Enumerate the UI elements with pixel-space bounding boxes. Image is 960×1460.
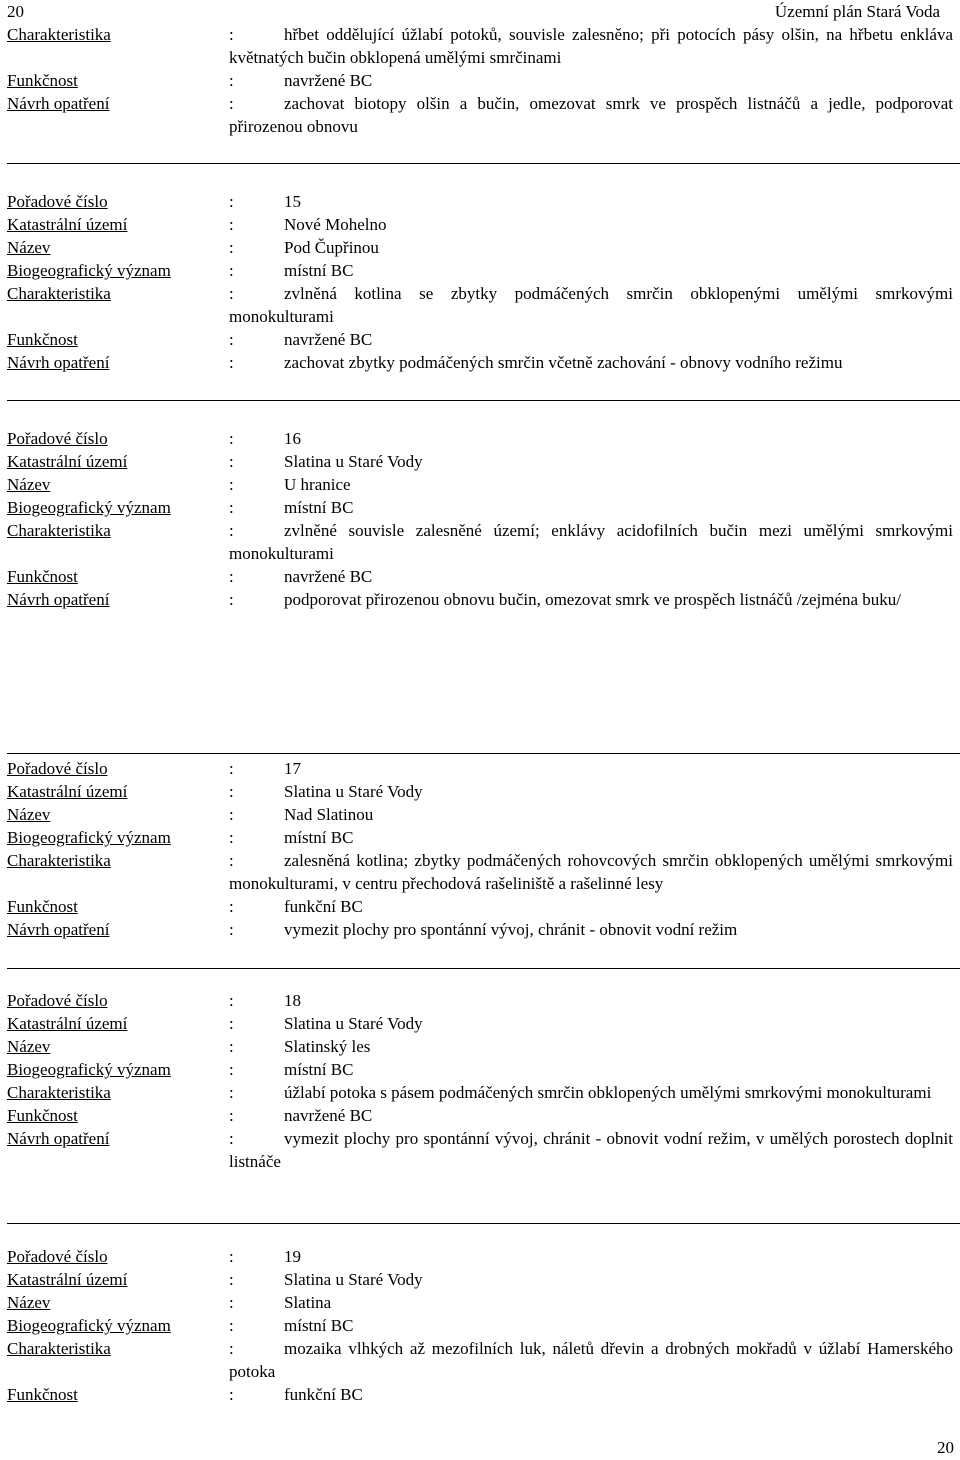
row-nazev: Název : Pod Čupřinou <box>7 238 379 257</box>
value-biogeograficky-vyznam: místní BC <box>284 828 354 847</box>
value-funkcnost: navržené BC <box>284 567 373 586</box>
row-poradove-cislo: Pořadové číslo : 18 <box>7 991 301 1010</box>
row-biogeograficky-vyznam: Biogeografický význam : místní BC <box>7 1316 354 1335</box>
entry-15 <box>7 190 953 374</box>
entry-18 <box>7 989 953 1173</box>
label-funkcnost: Funkčnost <box>7 1385 78 1404</box>
label-poradove-cislo: Pořadové číslo <box>7 991 108 1010</box>
value-poradove-cislo: 18 <box>284 991 301 1010</box>
label-navrh-opatreni: Návrh opatření <box>7 590 110 609</box>
section-divider <box>7 163 960 164</box>
row-poradove-cislo: Pořadové číslo : 17 <box>7 759 301 778</box>
value-funkcnost: funkční BC <box>284 1385 363 1404</box>
row-charakteristika: Charakteristika : hřbet oddělující úžlabí potoků, souvisle zalesněno; při potocích pásy olšin, na hřbetu enkláva květnatých bučin obklopená umělými smrčinami <box>7 25 953 67</box>
value-biogeograficky-vyznam: místní BC <box>284 498 354 517</box>
label-charakteristika: Charakteristika <box>7 25 111 44</box>
label-funkcnost: Funkčnost <box>7 1106 78 1125</box>
row-katastralni-uzemi: Katastrální území : Slatina u Staré Vody <box>7 1270 423 1289</box>
value-charakteristika: úžlabí potoka s pásem podmáčených smrčin obklopených umělými smrkovými monokulturami <box>284 1083 932 1102</box>
row-funkcnost: Funkčnost : navržené BC <box>7 567 373 586</box>
label-katastralni-uzemi: Katastrální území <box>7 452 128 471</box>
row-poradove-cislo: Pořadové číslo : 16 <box>7 429 301 448</box>
row-navrh-opatreni: Návrh opatření : vymezit plochy pro spontánní vývoj, chránit - obnovit vodní režim, v umělých porostech doplnit listnáče <box>7 1129 953 1171</box>
value-nazev: U hranice <box>284 475 351 494</box>
row-biogeograficky-vyznam: Biogeografický význam : místní BC <box>7 828 354 847</box>
row-katastralni-uzemi: Katastrální území : Nové Mohelno <box>7 215 387 234</box>
value-katastralni-uzemi: Slatina u Staré Vody <box>284 1270 423 1289</box>
value-biogeograficky-vyznam: místní BC <box>284 1060 354 1079</box>
value-navrh-opatreni: zachovat biotopy olšin a bučin, omezovat smrk ve prospěch listnáčů a jedle, podporovat přirozenou obnovu <box>229 94 953 136</box>
header-page-number: 20 <box>7 2 24 21</box>
label-charakteristika: Charakteristika <box>7 1339 111 1358</box>
label-nazev: Název <box>7 1293 51 1312</box>
label-charakteristika: Charakteristika <box>7 1083 111 1102</box>
entry-17 <box>7 757 953 941</box>
value-navrh-opatreni: podporovat přirozenou obnovu bučin, omezovat smrk ve prospěch listnáčů /zejména buku/ <box>284 590 902 609</box>
label-katastralni-uzemi: Katastrální území <box>7 1270 128 1289</box>
value-nazev: Pod Čupřinou <box>284 238 379 257</box>
section-divider <box>7 753 960 754</box>
label-nazev: Název <box>7 475 51 494</box>
label-navrh-opatreni: Návrh opatření <box>7 920 110 939</box>
label-biogeograficky-vyznam: Biogeografický význam <box>7 1060 171 1079</box>
row-nazev: Název : Slatina <box>7 1293 332 1312</box>
label-poradove-cislo: Pořadové číslo <box>7 1247 108 1266</box>
value-biogeograficky-vyznam: místní BC <box>284 1316 354 1335</box>
label-biogeograficky-vyznam: Biogeografický význam <box>7 498 171 517</box>
row-charakteristika: Charakteristika : mozaika vlhkých až mezofilních luk, náletů dřevin a drobných mokřadů v úžlabí Hamerského potoka <box>7 1339 953 1381</box>
label-katastralni-uzemi: Katastrální území <box>7 215 128 234</box>
row-katastralni-uzemi: Katastrální území : Slatina u Staré Vody <box>7 1014 423 1033</box>
row-biogeograficky-vyznam: Biogeografický význam : místní BC <box>7 261 354 280</box>
value-katastralni-uzemi: Slatina u Staré Vody <box>284 452 423 471</box>
label-funkcnost: Funkčnost <box>7 330 78 349</box>
value-charakteristika: zvlněná kotlina se zbytky podmáčených smrčin obklopenými umělými smrkovými monokulturami <box>229 284 953 326</box>
footer-page-number: 20 <box>937 1438 954 1457</box>
row-charakteristika: Charakteristika : zvlněná kotlina se zbytky podmáčených smrčin obklopenými umělými smrkovými monokulturami <box>7 284 953 326</box>
row-navrh-opatreni: Návrh opatření : zachovat zbytky podmáčených smrčin včetně zachování - obnovy vodního režimu <box>7 353 843 372</box>
row-biogeograficky-vyznam: Biogeografický význam : místní BC <box>7 498 354 517</box>
label-nazev: Název <box>7 805 51 824</box>
label-funkcnost: Funkčnost <box>7 897 78 916</box>
value-charakteristika: hřbet oddělující úžlabí potoků, souvisle zalesněno; při potocích pásy olšin, na hřbetu enkláva květnatých bučin obklopená umělými smrčinami <box>229 25 953 67</box>
label-charakteristika: Charakteristika <box>7 851 111 870</box>
row-nazev: Název : Slatinský les <box>7 1037 371 1056</box>
entry-continuation <box>7 23 953 138</box>
row-nazev: Název : U hranice <box>7 475 351 494</box>
label-nazev: Název <box>7 238 51 257</box>
label-funkcnost: Funkčnost <box>7 71 78 90</box>
value-nazev: Nad Slatinou <box>284 805 374 824</box>
label-charakteristika: Charakteristika <box>7 521 111 540</box>
label-biogeograficky-vyznam: Biogeografický význam <box>7 828 171 847</box>
row-poradove-cislo: Pořadové číslo : 19 <box>7 1247 301 1266</box>
page-header <box>7 0 940 24</box>
value-nazev: Slatina <box>284 1293 332 1312</box>
section-divider <box>7 1223 960 1224</box>
row-katastralni-uzemi: Katastrální území : Slatina u Staré Vody <box>7 452 423 471</box>
row-funkcnost: Funkčnost : navržené BC <box>7 330 373 349</box>
value-katastralni-uzemi: Slatina u Staré Vody <box>284 782 423 801</box>
row-charakteristika: Charakteristika : zalesněná kotlina; zbytky podmáčených rohovcových smrčin obklopených umělými smrkovými monokulturami, v centru přechodová rašeliniště a rašelinné lesy <box>7 851 953 893</box>
label-nazev: Název <box>7 1037 51 1056</box>
value-poradove-cislo: 15 <box>284 192 301 211</box>
row-funkcnost: Funkčnost : funkční BC <box>7 897 363 916</box>
section-divider <box>7 968 960 969</box>
label-poradove-cislo: Pořadové číslo <box>7 192 108 211</box>
entry-16 <box>7 427 953 611</box>
value-poradove-cislo: 17 <box>284 759 301 778</box>
row-funkcnost: Funkčnost : funkční BC <box>7 1385 363 1404</box>
value-charakteristika: zalesněná kotlina; zbytky podmáčených rohovcových smrčin obklopených umělými smrkovými monokulturami, v centru přechodová rašeliniště a rašelinné lesy <box>229 851 953 893</box>
value-charakteristika: mozaika vlhkých až mezofilních luk, náletů dřevin a drobných mokřadů v úžlabí Hamerského potoka <box>229 1339 953 1381</box>
row-navrh-opatreni: Návrh opatření : podporovat přirozenou obnovu bučin, omezovat smrk ve prospěch listnáčů /zejména buku/ <box>7 590 902 609</box>
label-navrh-opatreni: Návrh opatření <box>7 1129 110 1148</box>
label-poradove-cislo: Pořadové číslo <box>7 429 108 448</box>
row-nazev: Název : Nad Slatinou <box>7 805 374 824</box>
label-katastralni-uzemi: Katastrální území <box>7 1014 128 1033</box>
value-katastralni-uzemi: Slatina u Staré Vody <box>284 1014 423 1033</box>
label-biogeograficky-vyznam: Biogeografický význam <box>7 261 171 280</box>
value-katastralni-uzemi: Nové Mohelno <box>284 215 387 234</box>
entry-19 <box>7 1245 953 1406</box>
value-funkcnost: navržené BC <box>284 330 373 349</box>
header-document-title: Územní plán Stará Voda <box>774 2 940 21</box>
row-biogeograficky-vyznam: Biogeografický význam : místní BC <box>7 1060 354 1079</box>
row-navrh-opatreni: Návrh opatření : zachovat biotopy olšin a bučin, omezovat smrk ve prospěch listnáčů a jedle, podporovat přirozenou obnovu <box>7 94 953 136</box>
row-katastralni-uzemi: Katastrální území : Slatina u Staré Vody <box>7 782 423 801</box>
value-funkcnost: funkční BC <box>284 897 363 916</box>
row-poradove-cislo: Pořadové číslo : 15 <box>7 192 301 211</box>
label-katastralni-uzemi: Katastrální území <box>7 782 128 801</box>
row-funkcnost: Funkčnost : navržené BC <box>7 71 373 90</box>
row-charakteristika: Charakteristika : úžlabí potoka s pásem podmáčených smrčin obklopených umělými smrkovými monokulturami <box>7 1083 932 1102</box>
row-funkcnost: Funkčnost : navržené BC <box>7 1106 373 1125</box>
label-poradove-cislo: Pořadové číslo <box>7 759 108 778</box>
value-navrh-opatreni: vymezit plochy pro spontánní vývoj, chránit - obnovit vodní režim <box>284 920 738 939</box>
label-biogeograficky-vyznam: Biogeografický význam <box>7 1316 171 1335</box>
value-funkcnost: navržené BC <box>284 71 373 90</box>
label-funkcnost: Funkčnost <box>7 567 78 586</box>
value-biogeograficky-vyznam: místní BC <box>284 261 354 280</box>
label-navrh-opatreni: Návrh opatření <box>7 353 110 372</box>
value-funkcnost: navržené BC <box>284 1106 373 1125</box>
row-charakteristika: Charakteristika : zvlněné souvisle zalesněné území; enklávy acidofilních bučin mezi umělými smrkovými monokulturami <box>7 521 953 563</box>
value-charakteristika: zvlněné souvisle zalesněné území; enklávy acidofilních bučin mezi umělými smrkovými monokulturami <box>229 521 953 563</box>
label-charakteristika: Charakteristika <box>7 284 111 303</box>
section-divider <box>7 400 960 401</box>
value-navrh-opatreni: zachovat zbytky podmáčených smrčin včetně zachování - obnovy vodního režimu <box>284 353 843 372</box>
value-poradove-cislo: 19 <box>284 1247 301 1266</box>
value-poradove-cislo: 16 <box>284 429 301 448</box>
label-navrh-opatreni: Návrh opatření <box>7 94 110 113</box>
row-navrh-opatreni: Návrh opatření : vymezit plochy pro spontánní vývoj, chránit - obnovit vodní režim <box>7 920 738 939</box>
value-navrh-opatreni: vymezit plochy pro spontánní vývoj, chránit - obnovit vodní režim, v umělých porostech doplnit listnáče <box>229 1129 953 1171</box>
value-nazev: Slatinský les <box>284 1037 371 1056</box>
